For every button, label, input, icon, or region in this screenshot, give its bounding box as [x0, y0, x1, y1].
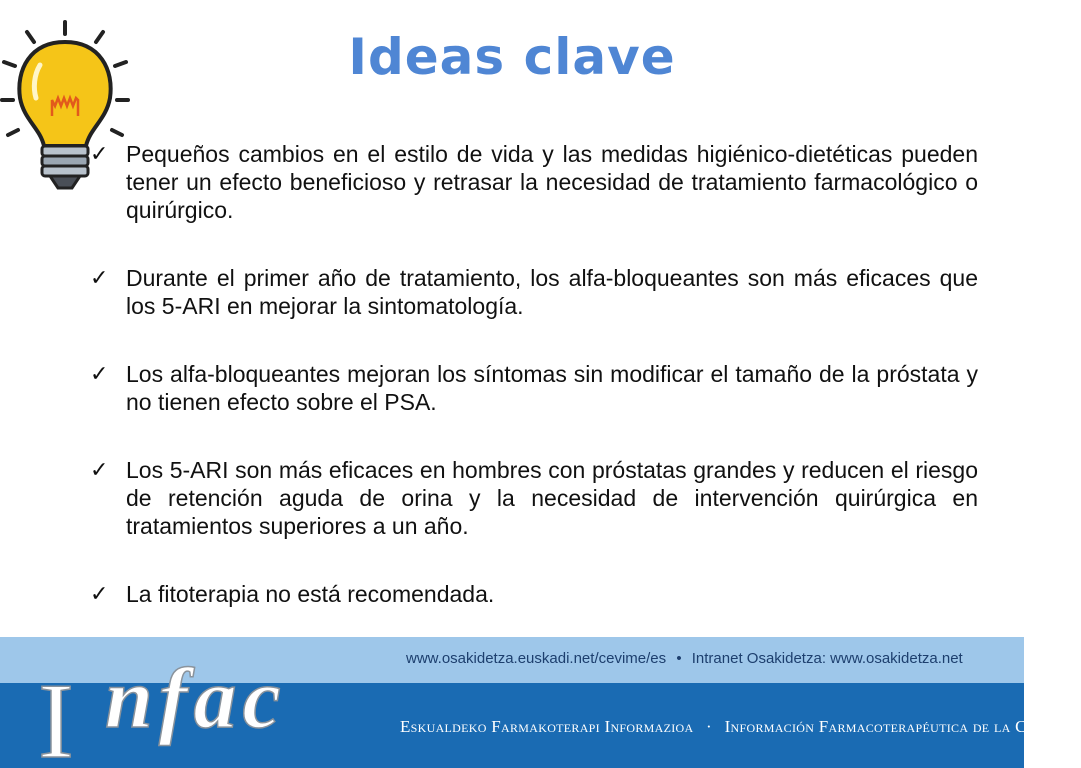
key-ideas-list — [90, 140, 978, 648]
svg-text:nfac: nfac — [105, 650, 287, 746]
svg-text:I: I — [38, 662, 74, 768]
checkmark-icon: ✓ — [90, 265, 109, 290]
list-item — [90, 360, 978, 416]
cevime-link[interactable]: www.osakidetza.euskadi.net/cevime/es — [406, 650, 667, 667]
bullet-text: La fitoterapia no está recomendada. — [126, 581, 495, 607]
list-item — [90, 580, 978, 608]
page-title: Ideas clave — [348, 28, 676, 86]
subtitle-spanish: Información Farmacoterapéutica de la Comarca — [724, 717, 1081, 736]
list-item — [90, 456, 978, 540]
checkmark-icon: ✓ — [90, 361, 109, 386]
checkmark-icon: ✓ — [90, 457, 109, 482]
intranet-link[interactable]: Intranet Osakidetza: www.osakidetza.net — [691, 650, 963, 667]
subtitle-basque: Eskualdeko Farmakoterapi Informazioa — [400, 717, 694, 736]
separator-dot: • — [676, 650, 682, 667]
list-item — [90, 264, 978, 320]
checkmark-icon: ✓ — [90, 581, 109, 606]
bullet-text: Los alfa-bloqueantes mejoran los síntomas sin modificar el tamaño de la próstata y no tienen efecto sobre el PSA. — [126, 361, 978, 415]
footer-links — [406, 650, 963, 667]
bullet-text: Pequeños cambios en el estilo de vida y las medidas higiénico-dietéticas pueden tener un efecto beneficioso y retrasar la necesidad de tratamiento farmacológico o quirúrgico. — [126, 141, 978, 223]
subtitle-separator: · — [706, 717, 713, 736]
bullet-text: Durante el primer año de tratamiento, los alfa-bloqueantes son más eficaces que los 5-ARI en mejorar la sintomatología. — [126, 265, 978, 319]
footer-subtitle — [400, 717, 1081, 737]
infac-logo — [0, 637, 340, 768]
footer-banner — [0, 637, 1081, 768]
checkmark-icon: ✓ — [90, 141, 109, 166]
list-item — [90, 140, 978, 224]
bullet-text: Los 5-ARI son más eficaces en hombres con próstatas grandes y reducen el riesgo de retención aguda de orina y la necesidad de intervención quirúrgica en tratamientos superiores a un año. — [126, 457, 978, 539]
